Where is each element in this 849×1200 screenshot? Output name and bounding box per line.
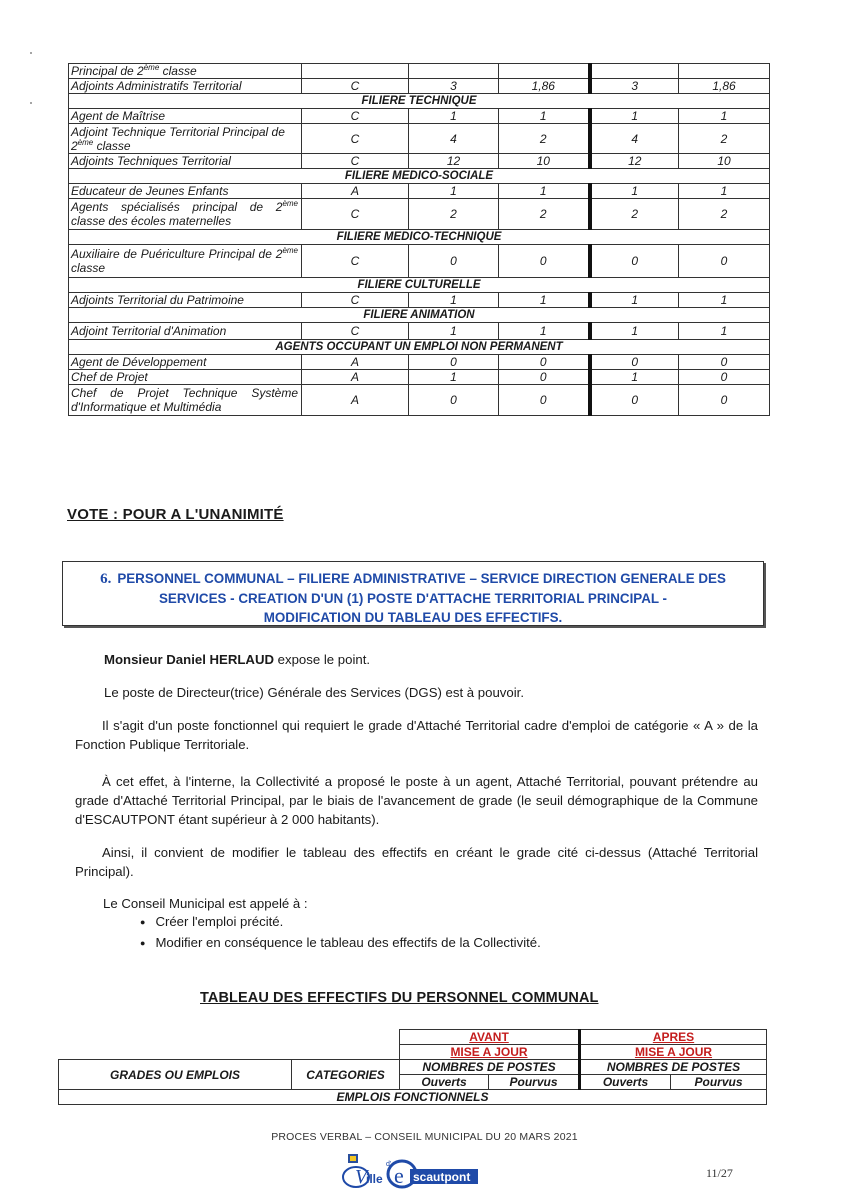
count-cell: 3 [409, 79, 499, 94]
category-cell: C [302, 154, 409, 169]
filiere-row [69, 230, 770, 245]
effet-paragraph: À cet effet, à l'interne, la Collectivité a proposé le poste à un agent, Attaché Territorial, pouvant prétendre au grade d'Attaché Territorial Principal, par le biais de l'avancement de grade (le seuil démographique de la Commune d'ESCAUTPONT étant supérieur à 2 000 habitants). [75, 774, 758, 827]
count-cell: 0 [590, 245, 679, 278]
grade-cell: Agent de Développement [69, 355, 302, 370]
count-cell: 0 [409, 355, 499, 370]
category-cell: A [302, 370, 409, 385]
table-row [69, 245, 770, 278]
count-cell: 0 [590, 355, 679, 370]
table-row [69, 109, 770, 124]
count-cell: 0 [590, 385, 679, 416]
category-cell: C [302, 124, 409, 154]
table-row [69, 293, 770, 308]
table-row [69, 385, 770, 416]
svg-text:V: V [355, 1166, 368, 1188]
category-cell: C [302, 245, 409, 278]
filiere-label: FILIERE ANIMATION [69, 308, 770, 323]
count-cell: 1,86 [499, 79, 590, 94]
grade-cell: Agents spécialisés principal de 2ème classe des écoles maternelles [69, 199, 302, 230]
count-cell: 3 [590, 79, 679, 94]
page-number: 11/27 [706, 1166, 733, 1180]
filiere-label: FILIERE MEDICO-SOCIALE [69, 169, 770, 184]
table-row [69, 323, 770, 340]
count-cell: 10 [499, 154, 590, 169]
col-header-grades: GRADES OU EMPLOIS [59, 1060, 292, 1090]
count-cell: 1 [409, 293, 499, 308]
category-cell: A [302, 385, 409, 416]
count-cell: 0 [409, 245, 499, 278]
grade-cell: Principal de 2ème classe [69, 64, 302, 79]
filiere-row [69, 169, 770, 184]
svg-text:d': d' [386, 1161, 392, 1168]
count-cell: 1 [499, 109, 590, 124]
category-cell: A [302, 355, 409, 370]
count-cell [409, 64, 499, 79]
filiere-label: AGENTS OCCUPANT UN EMPLOI NON PERMANENT [69, 340, 770, 355]
conseil-paragraph: Le Conseil Municipal est appelé à : [103, 896, 308, 911]
table-row [69, 199, 770, 230]
list-item: ● Créer l'emploi précité. [140, 912, 541, 933]
scan-mark [30, 102, 32, 104]
section-header-box [62, 561, 764, 626]
count-cell: 1 [409, 323, 499, 340]
count-cell [499, 64, 590, 79]
filiere-row [69, 340, 770, 355]
section-title-line-1: 6. PERSONNEL COMMUNAL – FILIERE ADMINISTRATIVE – SERVICE DIRECTION GENERALE DES [100, 571, 726, 587]
grade-cell: Educateur de Jeunes Enfants [69, 184, 302, 199]
grade-cell: Adjoints Techniques Territorial [69, 154, 302, 169]
count-cell: 0 [409, 385, 499, 416]
section-title-line-2: SERVICES - CREATION D'UN (1) POSTE D'ATTACHE TERRITORIAL PRINCIPAL - [158, 591, 668, 606]
grade-cell: Chef de Projet [69, 370, 302, 385]
grade-cell: Agent de Maîtrise [69, 109, 302, 124]
col-header-pourvus: Pourvus [489, 1075, 580, 1090]
count-cell: 1 [499, 293, 590, 308]
count-cell: 0 [499, 245, 590, 278]
grade-cell: Adjoints Administratifs Territorial [69, 79, 302, 94]
table-row [69, 355, 770, 370]
count-cell: 1 [679, 323, 770, 340]
grade-cell: Auxiliaire de Puériculture Principal de 2ème classe [69, 245, 302, 278]
apres-mise-a-jour: MISE A JOUR [580, 1045, 767, 1060]
category-cell: C [302, 323, 409, 340]
category-cell: C [302, 199, 409, 230]
count-cell: 1 [679, 109, 770, 124]
avant-mise-a-jour: MISE A JOUR [400, 1045, 580, 1060]
count-cell: 2 [409, 199, 499, 230]
count-cell: 1 [590, 370, 679, 385]
table-row [69, 370, 770, 385]
grade-cell: Chef de Projet Technique Système d'Informatique et Multimédia [69, 385, 302, 416]
col-header-pourvus: Pourvus [671, 1075, 767, 1090]
apres-label: APRES [580, 1030, 767, 1045]
count-cell: 2 [590, 199, 679, 230]
effectifs-table-title: TABLEAU DES EFFECTIFS DU PERSONNEL COMMUNAL [200, 990, 599, 1006]
svg-text:e: e [394, 1163, 404, 1188]
speaker-name: Monsieur Daniel HERLAUD [104, 652, 274, 667]
filiere-label: FILIERE CULTURELLE [69, 278, 770, 293]
count-cell: 2 [499, 199, 590, 230]
section-number: 6. [100, 571, 112, 587]
list-item: ● Modifier en conséquence le tableau des effectifs de la Collectivité. [140, 933, 541, 954]
intro-paragraph: Monsieur Daniel HERLAUD expose le point. [104, 652, 371, 667]
category-cell: A [302, 184, 409, 199]
count-cell: 4 [590, 124, 679, 154]
footer-text: PROCES VERBAL – CONSEIL MUNICIPAL DU 20 MARS 2021 [271, 1131, 578, 1143]
count-cell [590, 64, 679, 79]
effectifs-table-header [58, 1029, 767, 1105]
svg-text:ille: ille [366, 1172, 383, 1186]
grade-cell: Adjoint Territorial d'Animation [69, 323, 302, 340]
count-cell: 2 [499, 124, 590, 154]
count-cell: 0 [499, 370, 590, 385]
col-header-ouverts: Ouverts [400, 1075, 489, 1090]
effectifs-table-continued [68, 63, 770, 416]
grade-cell: Adjoints Territorial du Patrimoine [69, 293, 302, 308]
count-cell: 1 [679, 293, 770, 308]
filiere-row [69, 278, 770, 293]
col-header-postes-apres: NOMBRES DE POSTES [580, 1060, 767, 1075]
blank-cell [59, 1030, 400, 1060]
table-row [69, 124, 770, 154]
section-title-line-3: MODIFICATION DU TABLEAU DES EFFECTIFS. [263, 610, 563, 625]
scan-mark [30, 52, 32, 54]
category-cell: C [302, 79, 409, 94]
count-cell: 1 [409, 370, 499, 385]
count-cell: 1 [679, 184, 770, 199]
filiere-label: FILIERE MEDICO-TECHNIQUE [69, 230, 770, 245]
vote-result: VOTE : POUR A L'UNANIMITÉ [67, 506, 284, 523]
col-header-postes-avant: NOMBRES DE POSTES [400, 1060, 580, 1075]
count-cell: 1 [590, 293, 679, 308]
poste-paragraph: Il s'agit d'un poste fonctionnel qui requiert le grade d'Attaché Territorial cadre d'emploi de catégorie « A » de la Fonction Publique Territoriale. [75, 718, 758, 752]
count-cell: 1 [590, 109, 679, 124]
table-row [69, 64, 770, 79]
count-cell: 2 [679, 124, 770, 154]
grade-cell: Adjoint Technique Territorial Principal de 2ème classe [69, 124, 302, 154]
svg-text:scautpont: scautpont [413, 1170, 471, 1184]
ville-escautpont-logo [336, 1152, 486, 1190]
count-cell: 12 [409, 154, 499, 169]
count-cell: 2 [679, 199, 770, 230]
count-cell: 1 [409, 184, 499, 199]
count-cell: 12 [590, 154, 679, 169]
col-header-ouverts: Ouverts [580, 1075, 671, 1090]
count-cell [679, 64, 770, 79]
count-cell: 0 [679, 385, 770, 416]
col-header-categories: CATEGORIES [292, 1060, 400, 1090]
count-cell: 1 [409, 109, 499, 124]
count-cell: 1 [499, 184, 590, 199]
category-cell: C [302, 109, 409, 124]
count-cell: 0 [679, 370, 770, 385]
category-cell: C [302, 293, 409, 308]
count-cell: 0 [679, 245, 770, 278]
table-row [69, 184, 770, 199]
table-row [69, 79, 770, 94]
table-row [69, 154, 770, 169]
filiere-label: FILIERE TECHNIQUE [69, 94, 770, 109]
count-cell: 0 [679, 355, 770, 370]
count-cell: 0 [499, 385, 590, 416]
avant-label: AVANT [400, 1030, 580, 1045]
ainsi-paragraph: Ainsi, il convient de modifier le tableau des effectifs en créant le grade cité ci-dessus (Attaché Territorial Principal). [75, 845, 758, 879]
action-list [140, 912, 541, 954]
count-cell: 0 [499, 355, 590, 370]
count-cell: 1,86 [679, 79, 770, 94]
dgs-paragraph: Le poste de Directeur(trice) Générale des Services (DGS) est à pouvoir. [104, 685, 524, 700]
filiere-row [69, 94, 770, 109]
category-cell [302, 64, 409, 79]
count-cell: 1 [590, 184, 679, 199]
count-cell: 4 [409, 124, 499, 154]
filiere-row [69, 308, 770, 323]
count-cell: 1 [499, 323, 590, 340]
filiere-row: EMPLOIS FONCTIONNELS [59, 1090, 767, 1105]
count-cell: 10 [679, 154, 770, 169]
count-cell: 1 [590, 323, 679, 340]
